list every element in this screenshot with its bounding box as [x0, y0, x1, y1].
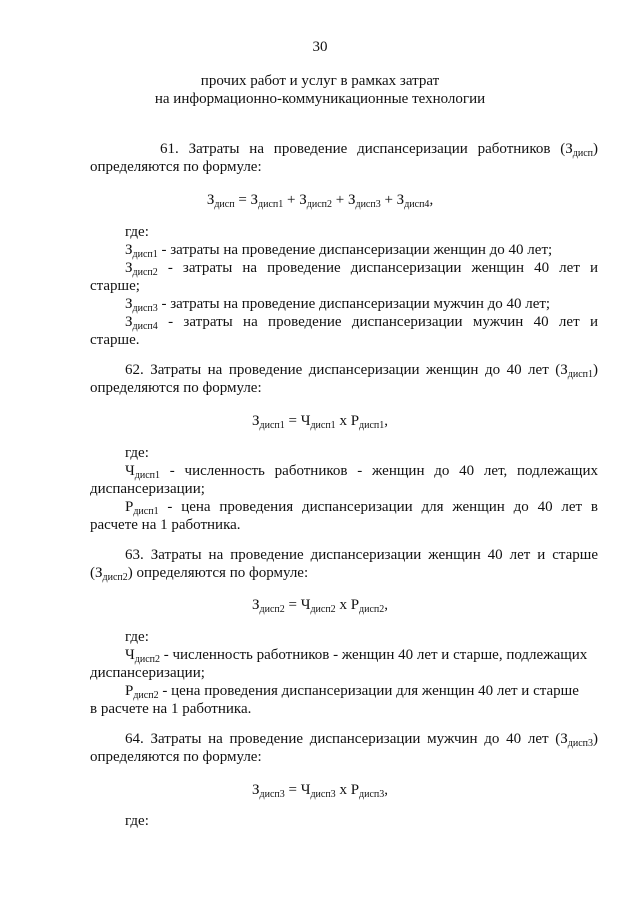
s63-paragraph-line-2: $(З_{дисп2})$ определяются по формуле:	[90, 565, 309, 583]
s62-definition-1-cont: диспансеризации;	[90, 481, 205, 497]
s61-definition-3: $З_{дисп3}$ - затраты на проведение диспансеризации мужчин до 40 лет;	[125, 296, 551, 314]
s63-paragraph-line-1: 63. Затраты на проведение диспансеризации женщин 40 лет и старше	[125, 547, 598, 563]
s64-paragraph-line-2: определяются по формуле:	[90, 749, 262, 765]
s63-formula: $З_{дисп2} = Ч_{дисп2}$ х $Р_{дисп2}$,	[251, 597, 389, 615]
header-line-1: прочих работ и услуг в рамках затрат	[200, 73, 440, 89]
s64-where: где:	[125, 813, 149, 829]
s62-definition-2: $Р_{дисп1}$ - цена проведения диспансеризации для женщин до 40 лет в	[125, 499, 598, 517]
s61-definition-1: $З_{дисп1}$ - затраты на проведение диспансеризации женщин до 40 лет;	[125, 242, 553, 260]
s64-formula: $З_{дисп3} = Ч_{дисп3}$ х $Р_{дисп3}$,	[251, 782, 389, 800]
s62-definition-2-cont: расчете на 1 работника.	[90, 517, 241, 533]
s62-paragraph-line-2: определяются по формуле:	[90, 380, 262, 396]
s61-definition-4: $З_{дисп4}$ - затраты на проведение диспансеризации мужчин 40 лет и	[125, 314, 598, 332]
s63-definition-2: $Р_{дисп2}$ - цена проведения диспансеризации для женщин 40 лет и старше	[125, 683, 579, 701]
s64-paragraph-line-1: 64. Затраты на проведение диспансеризации мужчин до 40 лет $(З_{дисп3})$	[125, 731, 598, 749]
s62-definition-1: $Ч_{дисп1}$ - численность работников - женщин до 40 лет, подлежащих	[125, 463, 598, 481]
s63-definition-1: $Ч_{дисп2}$ - численность работников - женщин 40 лет и старше, подлежащих	[125, 647, 588, 665]
s61-definition-2: $З_{дисп2}$ - затраты на проведение диспансеризации женщин 40 лет и	[125, 260, 598, 278]
s63-where: где:	[125, 629, 149, 645]
page-number: 30	[312, 39, 328, 55]
s61-paragraph-line-2: определяются по формуле:	[90, 159, 262, 175]
s61-definition-4-cont: старше.	[90, 332, 140, 348]
s61-definition-2-cont: старше;	[90, 278, 140, 294]
s61-where: где:	[125, 224, 149, 240]
s62-formula: $З_{дисп1} = Ч_{дисп1}$ х $Р_{дисп1}$,	[251, 413, 389, 431]
s62-paragraph-line-1: 62. Затраты на проведение диспансеризации женщин до 40 лет $(З_{дисп1})$	[125, 362, 598, 380]
s61-paragraph-line-1: 61. Затраты на проведение диспансеризации работников $(З_{дисп})$	[160, 141, 598, 159]
s63-definition-1-cont: диспансеризации;	[90, 665, 205, 681]
header-line-2: на информационно-коммуникационные технологии	[154, 91, 486, 107]
s61-formula: $З_{дисп} = З_{дисп1} + З_{дисп2} + З_{дисп3} + З_{дисп4}$,	[206, 192, 434, 210]
s63-definition-2-cont: в расчете на 1 работника.	[90, 701, 252, 717]
s62-where: где:	[125, 445, 149, 461]
